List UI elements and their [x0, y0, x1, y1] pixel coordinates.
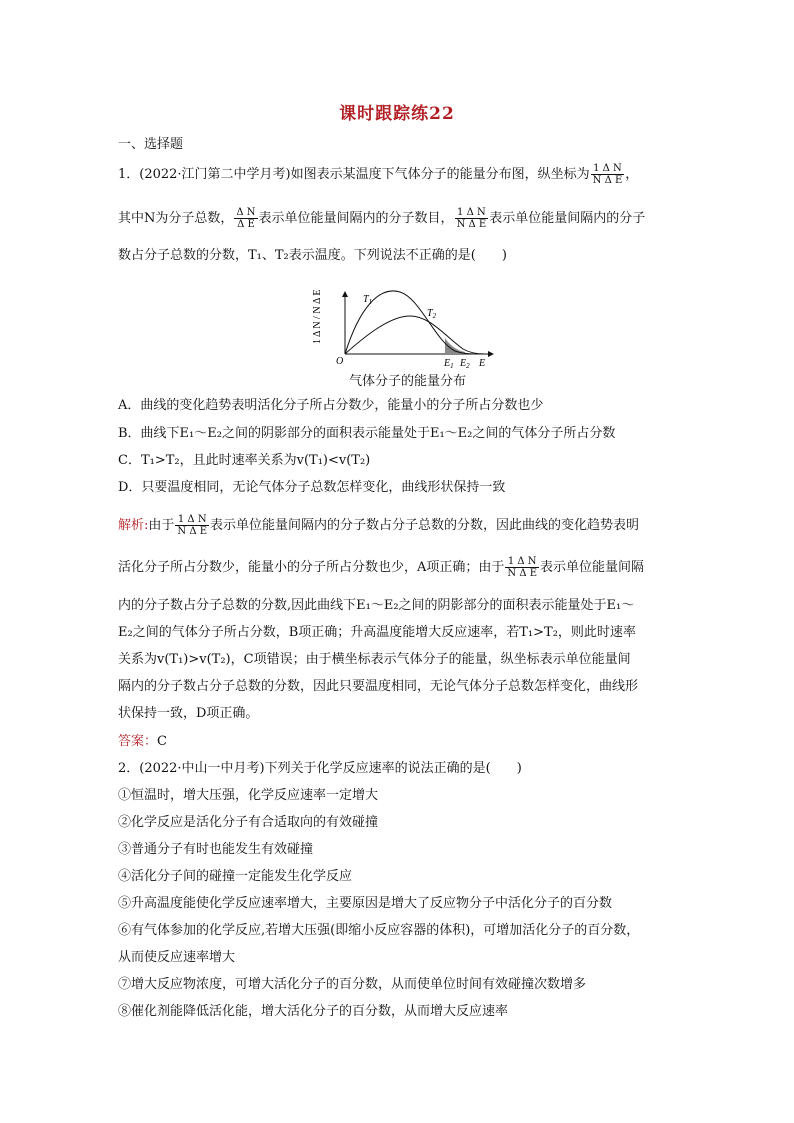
e2-label: $E_2$: [460, 358, 470, 370]
q1-analysis-line4: E₂之间的气体分子所占分数，B项正确；升高温度能增大反应速率，若T₁>T₂，则此时速率: [118, 625, 636, 640]
q2-statement-3: ③普通分子有时也能发生有效碰撞: [118, 842, 314, 857]
answer-label: 答案：: [118, 734, 158, 749]
t1-label: $T_1$: [363, 294, 373, 306]
q1-analysis-line5: 关系为v(T₁)>v(T₂)，C项错误；由于横坐标表示气体分子的能量，纵坐标表示单位能量间: [118, 652, 631, 667]
fraction-dn-de: $\frac{\text{Δ N}}{\text{Δ E}}$: [236, 207, 256, 230]
e1-label: $E_1$: [444, 358, 454, 370]
section-heading: 一、选择题: [118, 137, 184, 152]
fraction-1dn-ndE: $\frac{\text{1 Δ N}}{\text{N Δ E}}$: [592, 163, 623, 186]
q2-statement-1: ①恒温时，增大压强，化学反应速率一定增大: [118, 788, 379, 803]
q2-statement-7: ⑦增大反应物浓度，可增大活化分子的百分数，从而使单位时间有效碰撞次数增多: [118, 977, 587, 992]
q2-statement-6b: 从而使反应速率增大: [118, 950, 236, 965]
figure-caption: 气体分子的能量分布: [349, 374, 467, 389]
q1-option-c: C．T₁>T₂，且此时速率关系为v(T₁)<v(T₂): [118, 453, 371, 468]
curve-t2: [345, 316, 485, 354]
fraction-1dn-ndE: $\frac{\text{1 Δ N}}{\text{N Δ E}}$: [456, 207, 487, 230]
q1-stem-line3: 数占分子总数的分数，T₁、T₂表示温度。下列说法不正确的是( ): [118, 248, 507, 263]
q2-statement-2: ②化学反应是活化分子有合适取向的有效碰撞: [118, 815, 379, 830]
q2-statement-4: ④活化分子间的碰撞一定能发生化学反应: [118, 869, 353, 884]
fraction-1dn-ndE: $\frac{\text{1 Δ N}}{\text{N Δ E}}$: [507, 556, 538, 579]
q1-analysis-line1: 解析:由于 $\frac{\text{1 Δ N}}{\text{N Δ E}}$ 表示单位能量间隔内的分子数占分子总数的分数，因此曲线的变化趋势表明: [118, 514, 640, 537]
q2-statement-5: ⑤升高温度能使化学反应速率增大，主要原因是增大了反应物分子中活化分子的百分数: [118, 896, 613, 911]
origin-label: O: [336, 356, 344, 367]
q1-analysis-line2: 活化分子所占分数少，能量小的分子所占分数也少，A项正确；由于 $\frac{\text{1 Δ N}}{\text{N Δ E}}$ 表示单位能量间隔: [118, 556, 645, 579]
x-axis-label: E: [479, 358, 486, 369]
fraction-1dn-ndE: $\frac{\text{1 Δ N}}{\text{N Δ E}}$: [177, 514, 208, 537]
answer-value: C: [157, 734, 167, 749]
q1-option-a: A．曲线的变化趋势表明活化分子所占分数少，能量小的分子所占分数也少: [118, 398, 544, 413]
q1-analysis-line7: 状保持一致，D项正确。: [118, 706, 259, 721]
q1-option-b: B．曲线下E₁～E₂之间的阴影部分的面积表示能量处于E₁～E₂之间的气体分子所占分数: [118, 426, 616, 441]
q2-statement-6a: ⑥有气体参加的化学反应,若增大压强(即缩小反应容器的体积)，可增加活化分子的百分数，: [118, 923, 640, 938]
q1-answer: [118, 733, 167, 751]
analysis-label: 解析:: [118, 518, 149, 533]
y-axis-label: 1 Δ N / N Δ E: [312, 289, 323, 344]
q1-stem-line2: 其中N为分子总数， $\frac{\text{Δ N}}{\text{Δ E}}$ 表示单位能量间隔内的分子数目， $\frac{\text{1 Δ N}}{\text{N Δ E}}$ 表示单位能量间隔内的分子: [118, 207, 646, 230]
q1-option-d: D．只要温度相同，无论气体分子总数怎样变化，曲线形状保持一致: [118, 480, 506, 495]
q2-stem: 2．(2022·中山一中月考)下列关于化学反应速率的说法正确的是( ): [118, 761, 522, 776]
page-title: 课时跟踪练22: [339, 104, 455, 124]
t2-label: $T_2$: [427, 308, 437, 320]
q2-statement-8: ⑧催化剂能降低活化能，增大活化分子的百分数，从而增大反应速率: [118, 1004, 509, 1019]
q1-stem-line1: 1．(2022·江门第二中学月考)如图表示某温度下气体分子的能量分布图，纵坐标为 $\frac{\text{1 Δ N}}{\text{N Δ E}}$ ，: [118, 163, 639, 186]
q1-analysis-line6: 隔内的分子数占分子总数的分数，因此只要温度相同，无论气体分子总数怎样变化，曲线形: [118, 679, 639, 694]
q1-analysis-line3: 内的分子数占分子总数的分数,因此曲线下E₁～E₂之间的阴影部分的面积表示能量处于E₁～: [118, 598, 635, 613]
